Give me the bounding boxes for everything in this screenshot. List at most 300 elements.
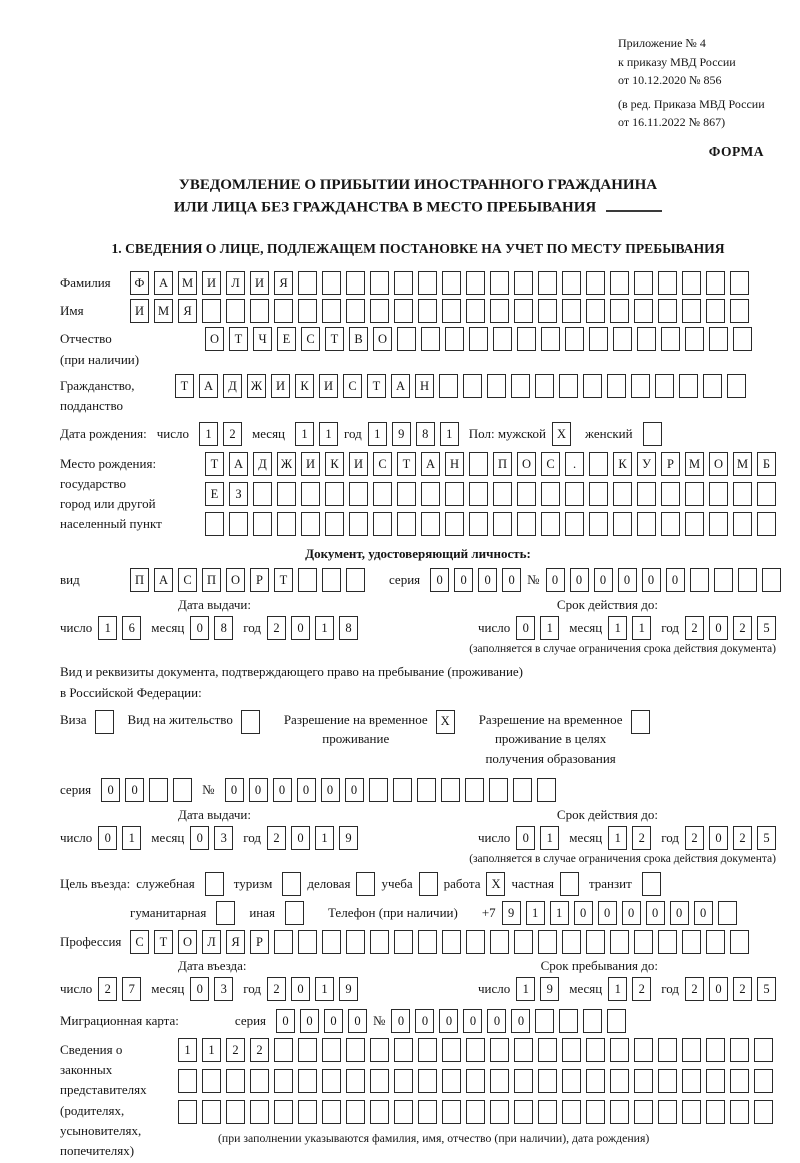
char-box: 0 xyxy=(594,568,613,592)
char-box: О xyxy=(226,568,245,592)
char-box: А xyxy=(421,452,440,476)
char-box: Л xyxy=(202,930,221,954)
birthplace-boxes-line3[interactable] xyxy=(205,512,776,536)
char-box xyxy=(642,872,661,896)
char-box: 2 xyxy=(98,977,117,1001)
char-box xyxy=(417,778,436,802)
char-box xyxy=(586,1069,605,1093)
char-box xyxy=(173,778,192,802)
business-checkbox[interactable] xyxy=(356,872,375,896)
mk-series-boxes[interactable] xyxy=(276,1009,367,1033)
char-box: 1 xyxy=(440,422,459,446)
char-box: И xyxy=(250,271,269,295)
id-doc-valid-date: число 0 1 месяц 1 1 год 2 0 2 5 xyxy=(478,616,776,640)
char-box: У xyxy=(637,452,656,476)
char-box xyxy=(607,374,626,398)
firstname-boxes[interactable] xyxy=(130,299,749,323)
char-box xyxy=(637,482,656,506)
char-box xyxy=(149,778,168,802)
char-box xyxy=(445,327,464,351)
entry-dates-head xyxy=(60,958,776,974)
char-box xyxy=(370,1100,389,1124)
permit-issue-year-boxes[interactable] xyxy=(267,826,358,850)
char-box: Т xyxy=(397,452,416,476)
char-box: Ч xyxy=(253,327,272,351)
appendix-note xyxy=(618,34,776,132)
id-doc-series-label: серия xyxy=(389,572,421,588)
entry-day-boxes[interactable] xyxy=(98,977,141,1001)
gender-female-label: женский xyxy=(585,426,633,442)
issue-date-label: Дата выдачи: xyxy=(178,807,252,823)
char-box xyxy=(754,1038,773,1062)
char-box: Ж xyxy=(277,452,296,476)
char-box: М xyxy=(154,299,173,323)
char-box xyxy=(442,271,461,295)
char-box xyxy=(535,374,554,398)
residence-permit-checkbox[interactable] xyxy=(241,710,260,734)
char-box xyxy=(441,778,460,802)
id-doc-valid-day-boxes[interactable] xyxy=(516,616,559,640)
official-checkbox[interactable] xyxy=(205,872,224,896)
entry-month-boxes[interactable] xyxy=(190,977,233,1001)
char-box: 0 xyxy=(598,901,617,925)
char-box xyxy=(322,1069,341,1093)
char-box xyxy=(205,872,224,896)
char-box xyxy=(298,299,317,323)
char-box: 0 xyxy=(618,568,637,592)
representatives-label: Сведения о законных представителях (родителях, усыновителях, попечителях) xyxy=(60,1042,147,1158)
char-box xyxy=(658,1069,677,1093)
gender-female-checkbox[interactable] xyxy=(643,422,662,446)
char-box xyxy=(346,1038,365,1062)
char-box xyxy=(682,930,701,954)
char-box xyxy=(586,1100,605,1124)
char-box: 0 xyxy=(249,778,268,802)
char-box: О xyxy=(517,452,536,476)
char-box: 0 xyxy=(98,826,117,850)
char-box: 0 xyxy=(511,1009,530,1033)
char-box xyxy=(490,271,509,295)
visa-checkbox[interactable] xyxy=(95,710,114,734)
char-box: 1 xyxy=(540,826,559,850)
char-box: Т xyxy=(229,327,248,351)
mk-number-boxes[interactable] xyxy=(391,1009,626,1033)
char-box: 5 xyxy=(757,616,776,640)
char-box: Я xyxy=(178,299,197,323)
char-box: 9 xyxy=(339,977,358,1001)
char-box xyxy=(325,482,344,506)
char-box: 7 xyxy=(122,977,141,1001)
char-box: С xyxy=(373,452,392,476)
tourism-label: туризм xyxy=(233,876,273,892)
char-box: Л xyxy=(226,271,245,295)
char-box: 1 xyxy=(608,616,627,640)
char-box: 1 xyxy=(319,422,338,446)
char-box xyxy=(682,1100,701,1124)
char-box xyxy=(586,1038,605,1062)
permit-valid-date: число 0 1 месяц 1 2 год 2 0 2 5 xyxy=(478,826,776,850)
char-box xyxy=(583,1009,602,1033)
char-box xyxy=(706,271,725,295)
char-box xyxy=(733,482,752,506)
char-box: 5 xyxy=(757,826,776,850)
permit-issue-month-boxes[interactable] xyxy=(190,826,233,850)
char-box: X xyxy=(486,872,505,896)
char-box xyxy=(610,271,629,295)
char-box: 2 xyxy=(685,826,704,850)
representatives-boxes xyxy=(178,1038,773,1146)
char-box: 0 xyxy=(190,977,209,1001)
permit-series-boxes[interactable] xyxy=(101,778,192,802)
birthdate-label: Дата рождения: xyxy=(60,426,147,442)
char-box xyxy=(658,1100,677,1124)
char-box xyxy=(202,299,221,323)
char-box xyxy=(493,512,512,536)
char-box xyxy=(346,299,365,323)
official-label: служебная xyxy=(136,876,195,892)
char-box xyxy=(730,1038,749,1062)
representatives-boxes-line3[interactable] xyxy=(178,1100,773,1124)
temp-residence-checkbox[interactable] xyxy=(436,710,455,734)
humanitarian-checkbox[interactable] xyxy=(216,901,235,925)
char-box xyxy=(418,271,437,295)
char-box xyxy=(685,482,704,506)
char-box xyxy=(637,512,656,536)
char-box xyxy=(250,299,269,323)
char-box: 0 xyxy=(622,901,641,925)
char-box xyxy=(370,1038,389,1062)
char-box xyxy=(226,299,245,323)
char-box: 0 xyxy=(546,568,565,592)
char-box: 0 xyxy=(391,1009,410,1033)
entry-date: число 2 7 месяц 0 3 год 2 0 1 9 xyxy=(60,977,368,1001)
id-doc-issue-year-boxes[interactable] xyxy=(267,616,358,640)
char-box xyxy=(513,778,532,802)
char-box xyxy=(349,482,368,506)
char-box xyxy=(613,482,632,506)
char-box: А xyxy=(154,568,173,592)
permit-valid-month-boxes[interactable] xyxy=(608,826,651,850)
char-box: К xyxy=(295,374,314,398)
migration-card-row xyxy=(60,1009,776,1033)
char-box: 0 xyxy=(300,1009,319,1033)
char-box: И xyxy=(301,452,320,476)
birth-month-boxes[interactable] xyxy=(295,422,338,446)
visa-label: Виза xyxy=(60,711,87,727)
char-box xyxy=(718,901,737,925)
id-doc-issue-day-boxes[interactable] xyxy=(98,616,141,640)
char-box xyxy=(301,512,320,536)
char-box xyxy=(418,1069,437,1093)
char-box: И xyxy=(349,452,368,476)
char-box: 0 xyxy=(709,826,728,850)
patronymic-row xyxy=(60,327,776,369)
stay-day-boxes[interactable] xyxy=(516,977,559,1001)
surname-boxes[interactable] xyxy=(130,271,749,295)
char-box xyxy=(226,1069,245,1093)
revision-line: от 16.11.2022 № 867) xyxy=(618,115,726,130)
char-box: Я xyxy=(274,271,293,295)
representatives-note: (при заполнении указываются фамилия, имя, отчество (при наличии), дата рождения) xyxy=(218,1131,650,1146)
char-box xyxy=(298,271,317,295)
birthplace-boxes-line2[interactable] xyxy=(205,482,776,506)
char-box: 3 xyxy=(214,977,233,1001)
char-box xyxy=(610,299,629,323)
char-box: И xyxy=(130,299,149,323)
birthdate-row xyxy=(60,422,776,446)
char-box: 2 xyxy=(223,422,242,446)
char-box xyxy=(322,271,341,295)
entry-year-boxes[interactable] xyxy=(267,977,358,1001)
appendix-line: от 10.12.2020 № 856 xyxy=(618,73,722,88)
char-box: 1 xyxy=(608,826,627,850)
char-box: 2 xyxy=(733,977,752,1001)
char-box xyxy=(394,930,413,954)
char-box xyxy=(490,1100,509,1124)
char-box: 2 xyxy=(632,826,651,850)
char-box: 0 xyxy=(430,568,449,592)
char-box: 0 xyxy=(439,1009,458,1033)
char-box: Н xyxy=(415,374,434,398)
id-doc-series-boxes[interactable] xyxy=(430,568,521,592)
business-label: деловая xyxy=(307,876,351,892)
phone-boxes[interactable] xyxy=(502,901,737,925)
char-box xyxy=(241,710,260,734)
stay-month-boxes[interactable] xyxy=(608,977,651,1001)
char-box xyxy=(562,1038,581,1062)
char-box xyxy=(490,930,509,954)
birth-year-boxes[interactable] xyxy=(368,422,459,446)
char-box: Я xyxy=(226,930,245,954)
char-box: 0 xyxy=(297,778,316,802)
char-box xyxy=(493,327,512,351)
char-box: 0 xyxy=(670,901,689,925)
char-box: 0 xyxy=(516,616,535,640)
phone-prefix: +7 xyxy=(481,905,496,921)
char-box: 0 xyxy=(321,778,340,802)
char-box xyxy=(559,374,578,398)
char-box: 9 xyxy=(502,901,521,925)
char-box xyxy=(730,299,749,323)
char-box: П xyxy=(493,452,512,476)
gender-male-label: Пол: мужской xyxy=(468,426,547,442)
char-box xyxy=(285,901,304,925)
study-label: учеба xyxy=(381,876,413,892)
char-box: 0 xyxy=(666,568,685,592)
char-box: М xyxy=(733,452,752,476)
char-box xyxy=(562,930,581,954)
char-box xyxy=(466,1038,485,1062)
char-box xyxy=(493,482,512,506)
char-box xyxy=(356,872,375,896)
char-box: Т xyxy=(205,452,224,476)
transit-checkbox[interactable] xyxy=(642,872,661,896)
profession-row xyxy=(60,930,776,954)
char-box xyxy=(370,299,389,323)
char-box xyxy=(706,1069,725,1093)
valid-until-label: Срок действия до: xyxy=(556,807,658,823)
char-box xyxy=(559,1009,578,1033)
section-1-heading: 1. СВЕДЕНИЯ О ЛИЦЕ, ПОДЛЕЖАЩЕМ ПОСТАНОВКЕ НА УЧЕТ ПО МЕСТУ ПРЕБЫВАНИЯ xyxy=(111,241,725,257)
char-box: 2 xyxy=(733,616,752,640)
char-box xyxy=(465,778,484,802)
char-box: 1 xyxy=(540,616,559,640)
char-box xyxy=(250,1100,269,1124)
char-box: И xyxy=(202,271,221,295)
residence-permit-label: Вид на жительство xyxy=(127,711,233,727)
permit-issue-day-boxes[interactable] xyxy=(98,826,141,850)
tourism-checkbox[interactable] xyxy=(282,872,301,896)
char-box xyxy=(298,1100,317,1124)
char-box xyxy=(637,327,656,351)
permit-dates-head xyxy=(60,807,776,823)
day-label: число xyxy=(156,426,189,442)
permit-valid-year-boxes[interactable] xyxy=(685,826,776,850)
char-box xyxy=(322,568,341,592)
form-title-line2: ИЛИ ЛИЦА БЕЗ ГРАЖДАНСТВА В МЕСТО ПРЕБЫВАНИЯ xyxy=(60,196,776,219)
id-doc-heading: Документ, удостоверяющий личность: xyxy=(305,546,531,562)
id-doc-number-label: № xyxy=(527,572,540,588)
temp-residence-edu-checkbox[interactable] xyxy=(631,710,650,734)
char-box xyxy=(541,512,560,536)
char-box xyxy=(490,299,509,323)
patronymic-boxes[interactable] xyxy=(205,327,752,351)
birthplace-boxes-line1[interactable] xyxy=(205,452,776,476)
char-box: Е xyxy=(277,327,296,351)
char-box xyxy=(216,901,235,925)
char-box xyxy=(610,1038,629,1062)
representatives-boxes-line2[interactable] xyxy=(178,1069,773,1093)
char-box xyxy=(586,930,605,954)
char-box xyxy=(445,512,464,536)
private-checkbox[interactable] xyxy=(560,872,579,896)
char-box xyxy=(397,512,416,536)
birth-day-boxes[interactable] xyxy=(199,422,242,446)
char-box xyxy=(730,1100,749,1124)
char-box xyxy=(322,1100,341,1124)
char-box: 0 xyxy=(291,826,310,850)
char-box: Р xyxy=(661,452,680,476)
char-box xyxy=(370,1069,389,1093)
birthplace-boxes-stack xyxy=(205,452,776,542)
work-checkbox[interactable] xyxy=(486,872,505,896)
id-doc-dates-row xyxy=(60,616,776,640)
stay-year-boxes[interactable] xyxy=(685,977,776,1001)
char-box: 6 xyxy=(122,616,141,640)
permit-number-boxes[interactable] xyxy=(225,778,556,802)
char-box: 2 xyxy=(267,826,286,850)
id-doc-type-boxes[interactable] xyxy=(130,568,365,592)
char-box xyxy=(346,930,365,954)
permit-number-label: № xyxy=(202,782,215,798)
char-box xyxy=(514,271,533,295)
char-box xyxy=(661,327,680,351)
surname-label: Фамилия xyxy=(60,275,111,291)
char-box xyxy=(589,482,608,506)
other-checkbox[interactable] xyxy=(285,901,304,925)
char-box: 2 xyxy=(632,977,651,1001)
char-box xyxy=(394,1069,413,1093)
char-box xyxy=(466,299,485,323)
char-box: 0 xyxy=(348,1009,367,1033)
char-box: 1 xyxy=(295,422,314,446)
char-box xyxy=(517,482,536,506)
char-box xyxy=(298,1069,317,1093)
char-box xyxy=(393,778,412,802)
char-box xyxy=(682,299,701,323)
char-box xyxy=(274,930,293,954)
char-box: 0 xyxy=(574,901,593,925)
char-box xyxy=(738,568,757,592)
char-box xyxy=(613,512,632,536)
char-box: Т xyxy=(154,930,173,954)
id-doc-valid-year-boxes[interactable] xyxy=(685,616,776,640)
char-box xyxy=(490,1069,509,1093)
permit-valid-day-boxes[interactable] xyxy=(516,826,559,850)
temp-residence-option xyxy=(284,710,455,749)
residence-doc-options xyxy=(60,710,776,769)
char-box xyxy=(298,1038,317,1062)
id-doc-issue-month-boxes[interactable] xyxy=(190,616,233,640)
char-box xyxy=(373,512,392,536)
id-doc-valid-month-boxes[interactable] xyxy=(608,616,651,640)
char-box xyxy=(634,930,653,954)
study-checkbox[interactable] xyxy=(419,872,438,896)
profession-boxes[interactable] xyxy=(130,930,749,954)
char-box xyxy=(727,374,746,398)
char-box xyxy=(274,299,293,323)
char-box: 0 xyxy=(463,1009,482,1033)
char-box: 9 xyxy=(540,977,559,1001)
phone-label: Телефон (при наличии) xyxy=(327,905,458,921)
char-box xyxy=(733,327,752,351)
char-box: 0 xyxy=(694,901,713,925)
char-box xyxy=(682,271,701,295)
stay-until-label: Срок пребывания до: xyxy=(540,958,658,974)
char-box: Е xyxy=(205,482,224,506)
char-box xyxy=(514,299,533,323)
char-box: З xyxy=(229,482,248,506)
representatives-boxes-line1[interactable] xyxy=(178,1038,773,1062)
char-box: 1 xyxy=(526,901,545,925)
char-box: 0 xyxy=(415,1009,434,1033)
char-box xyxy=(226,1100,245,1124)
char-box: 0 xyxy=(345,778,364,802)
char-box xyxy=(757,482,776,506)
char-box xyxy=(730,1069,749,1093)
firstname-row xyxy=(60,299,776,323)
char-box xyxy=(757,512,776,536)
citizenship-boxes[interactable] xyxy=(175,374,746,398)
char-box: 5 xyxy=(757,977,776,1001)
char-box xyxy=(517,512,536,536)
char-box xyxy=(202,1069,221,1093)
char-box xyxy=(709,512,728,536)
char-box xyxy=(421,512,440,536)
id-doc-number-boxes[interactable] xyxy=(546,568,781,592)
char-box xyxy=(370,271,389,295)
char-box: 0 xyxy=(125,778,144,802)
char-box xyxy=(397,482,416,506)
char-box: . xyxy=(565,452,584,476)
char-box: 8 xyxy=(339,616,358,640)
stay-until-date: число 1 9 месяц 1 2 год 2 0 2 5 xyxy=(478,977,776,1001)
char-box: 0 xyxy=(646,901,665,925)
gender-male-checkbox[interactable] xyxy=(552,422,571,446)
char-box: В xyxy=(349,327,368,351)
char-box: 0 xyxy=(273,778,292,802)
char-box xyxy=(419,872,438,896)
